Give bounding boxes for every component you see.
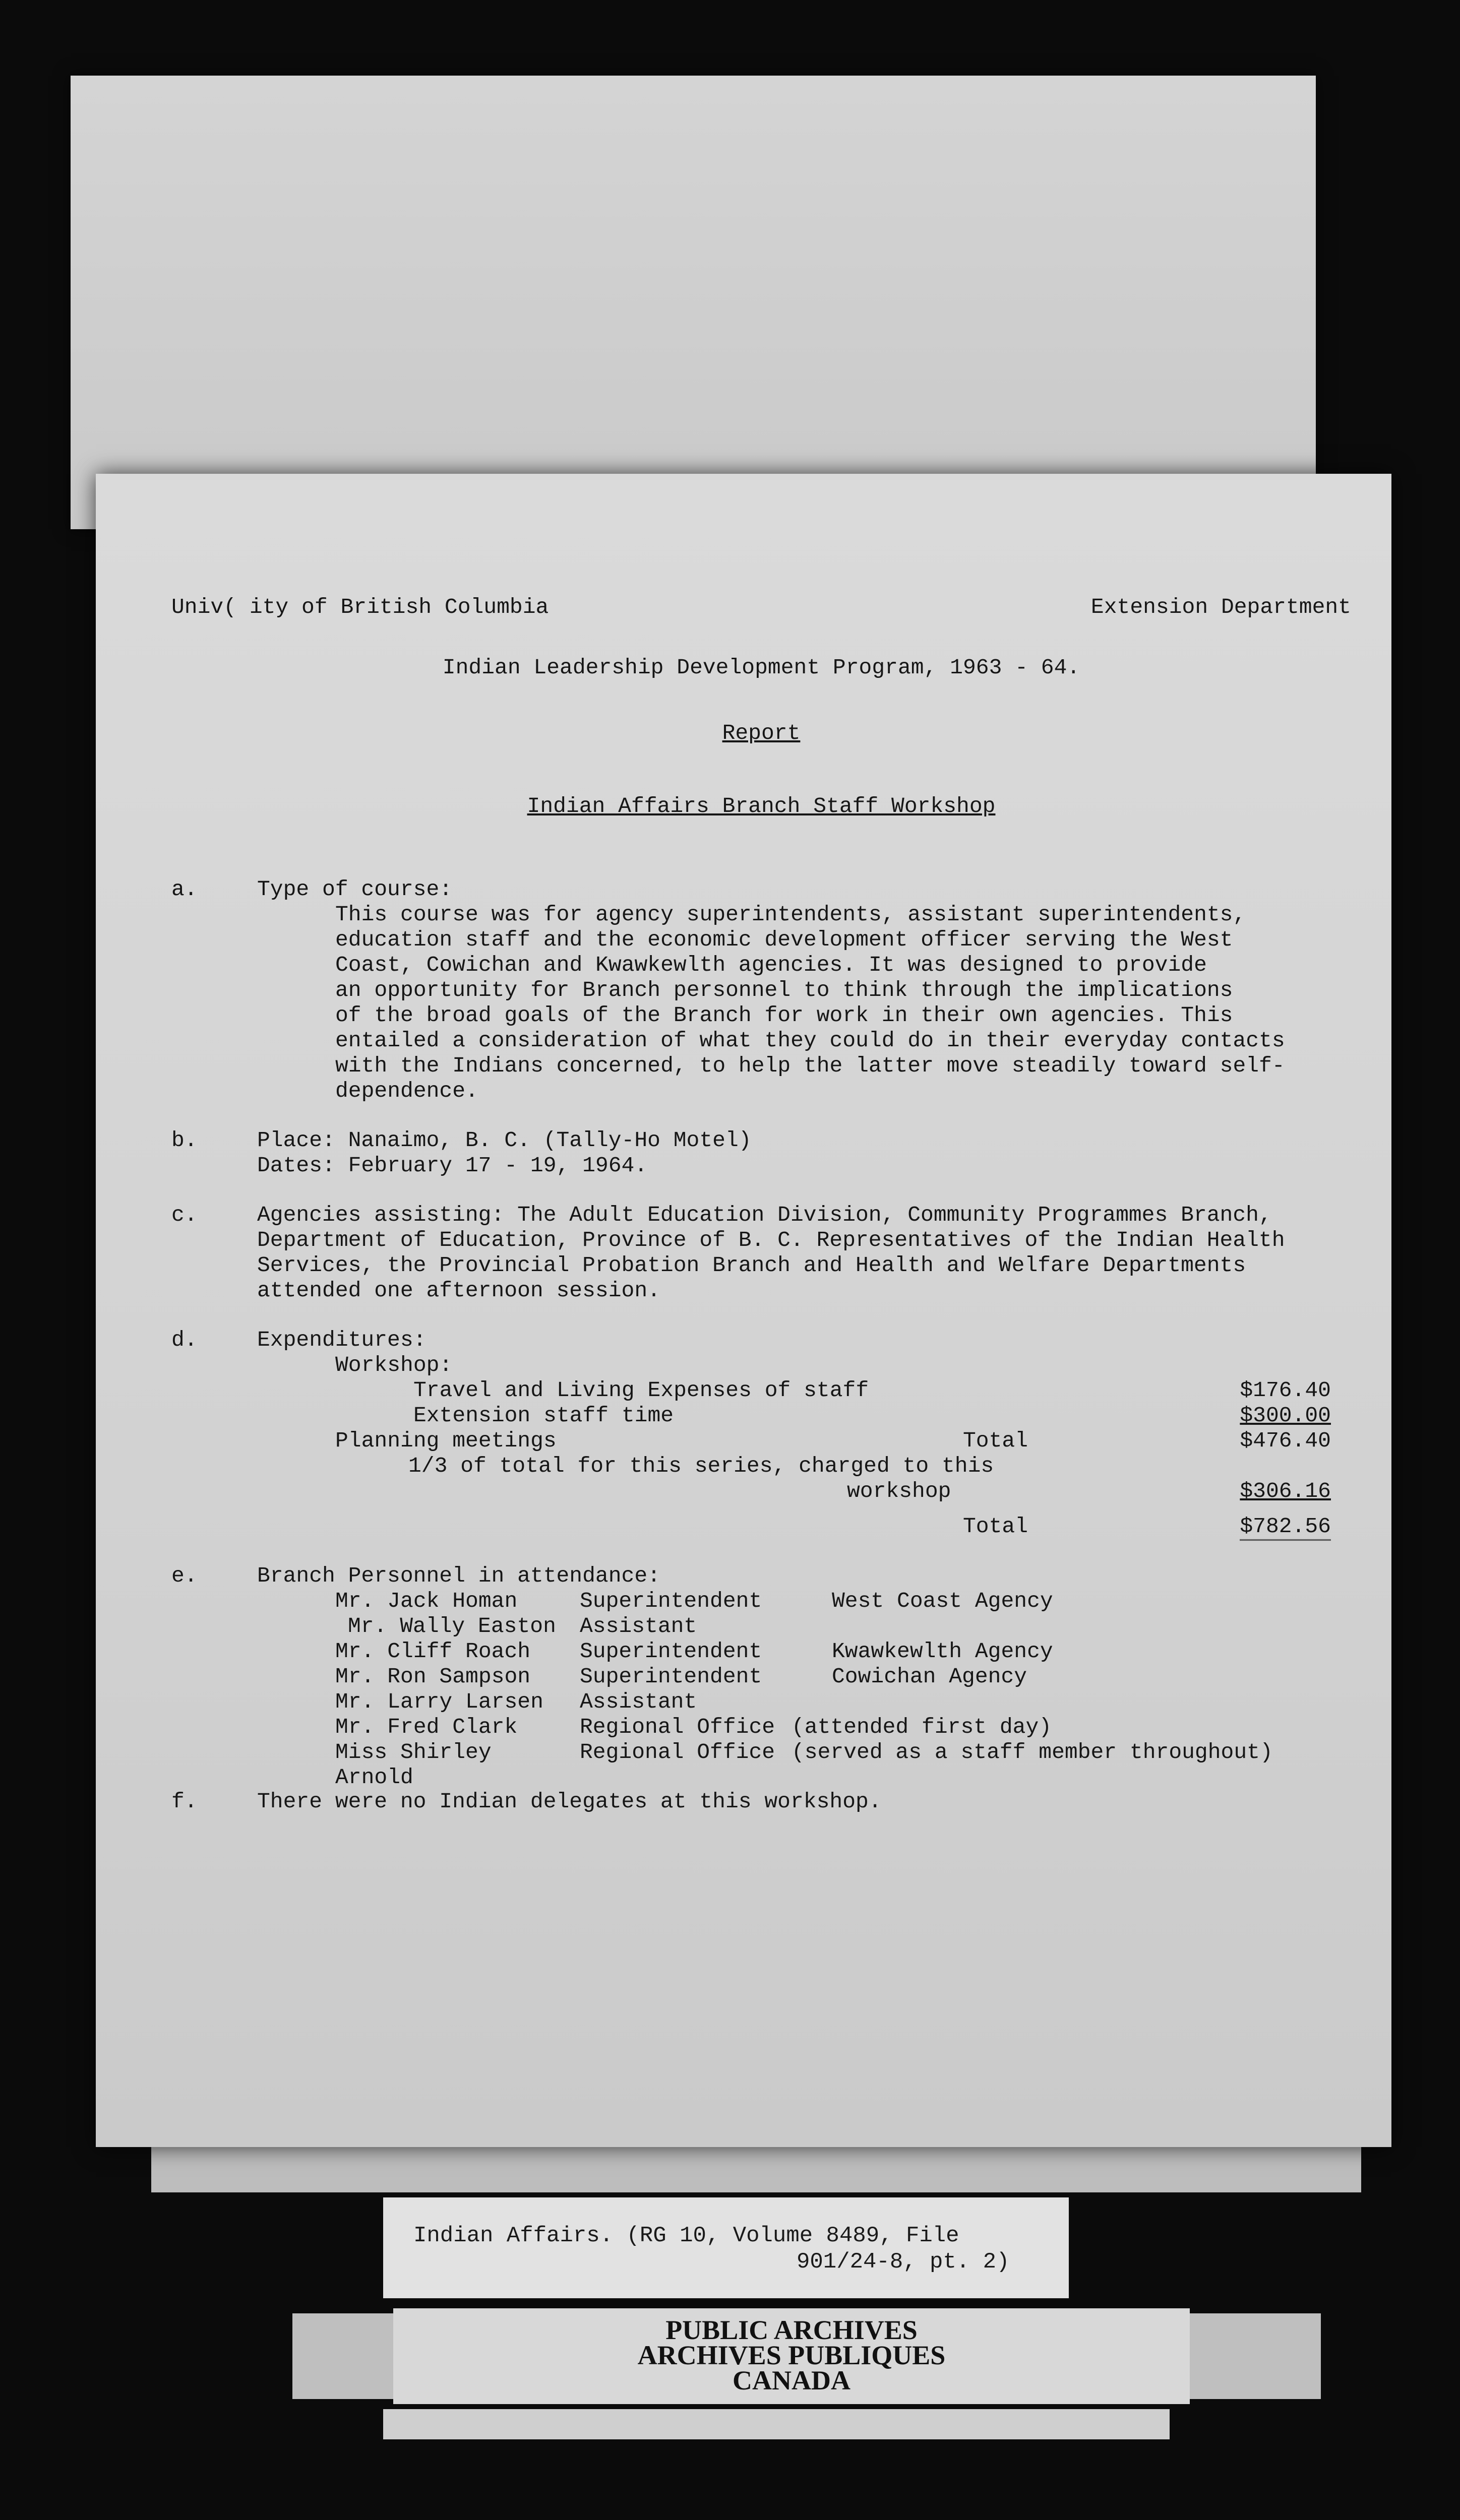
expense-row xyxy=(257,1378,1351,1403)
text-line: dependence. xyxy=(335,1079,478,1103)
section-letter: e. xyxy=(171,1563,198,1588)
back-page xyxy=(71,76,1316,529)
bottom-strip xyxy=(383,2409,1170,2439)
expense-label: 1/3 of total for this series, charged to this xyxy=(408,1454,994,1478)
section-b xyxy=(171,1128,1351,1178)
person-name: Mr. Cliff Roach xyxy=(335,1639,531,1664)
text-line: education staff and the economic development officer serving the West xyxy=(335,927,1233,952)
person-name: Miss Shirley Arnold xyxy=(335,1740,492,1790)
person-note: Cowichan Agency xyxy=(832,1664,1027,1689)
archive-reference-line: Indian Affairs. (RG 10, Volume 8489, File xyxy=(413,2223,959,2248)
expense-amount: $176.40 xyxy=(1240,1378,1331,1403)
person-name: Mr. Jack Homan xyxy=(335,1589,518,1613)
course-description xyxy=(257,902,1351,1104)
section-e xyxy=(171,1563,1351,1790)
section-title: Type of course: xyxy=(257,877,453,902)
department-name: Extension Department xyxy=(1090,595,1351,619)
stamp-line: CANADA xyxy=(733,2365,850,2396)
expense-row xyxy=(257,1479,1351,1504)
person-name: Mr. Larry Larsen xyxy=(335,1689,543,1714)
list-item xyxy=(257,1664,1351,1689)
expense-amount: $476.40 xyxy=(1240,1428,1331,1453)
section-letter: d. xyxy=(171,1328,198,1352)
person-role: Assistant xyxy=(580,1614,697,1639)
expense-label: workshop xyxy=(847,1479,951,1503)
list-item xyxy=(257,1740,1351,1790)
archive-reference-label xyxy=(383,2197,1069,2298)
public-archives-stamp xyxy=(393,2308,1190,2404)
text-line: Services, the Provincial Probation Branch and Health and Welfare Departments xyxy=(257,1253,1246,1278)
text-line: Agencies assisting: The Adult Education Division, Community Programmes Branch, xyxy=(257,1203,1272,1227)
text-line: an opportunity for Branch personnel to think through the implications xyxy=(335,978,1233,1002)
text-line: Department of Education, Province of B. C. Representatives of the Indian Health xyxy=(257,1228,1285,1252)
text-line: of the broad goals of the Branch for work in their own agencies. This xyxy=(335,1003,1233,1028)
person-note: West Coast Agency xyxy=(832,1589,1053,1613)
list-item xyxy=(257,1614,1351,1639)
list-item xyxy=(257,1639,1351,1664)
person-note: (attended first day) xyxy=(792,1715,1052,1739)
report-heading: Report xyxy=(722,721,801,745)
letterhead xyxy=(171,595,1351,620)
expense-row xyxy=(257,1428,1351,1454)
text-line: with the Indians concerned, to help the latter move steadily toward self- xyxy=(335,1053,1285,1078)
person-name: Mr. Fred Clark xyxy=(335,1715,518,1739)
list-item xyxy=(257,1589,1351,1614)
expenditures-table xyxy=(257,1328,1351,1539)
expense-label: Travel and Living Expenses of staff xyxy=(413,1378,869,1403)
section-f xyxy=(171,1789,1351,1814)
expense-label: Extension staff time xyxy=(413,1403,674,1428)
expense-row xyxy=(257,1403,1351,1428)
section-a xyxy=(171,877,1351,1104)
person-name: Mr. Wally Easton xyxy=(348,1614,556,1639)
text-line: entailed a consideration of what they could do in their everyday contacts xyxy=(335,1028,1285,1053)
text-line: attended one afternoon session. xyxy=(257,1278,660,1303)
section-title: Branch Personnel in attendance: xyxy=(257,1563,660,1588)
person-role: Superintendent xyxy=(580,1589,762,1613)
expense-label: Planning meetings xyxy=(335,1428,557,1453)
delegates-note: There were no Indian delegates at this workshop. xyxy=(257,1789,882,1814)
stamp-line: PUBLIC ARCHIVES xyxy=(665,2315,918,2345)
expense-amount: $306.16 xyxy=(1240,1479,1331,1503)
person-note xyxy=(832,1614,1351,1639)
list-item xyxy=(257,1689,1351,1715)
archive-reference-line: 901/24-8, pt. 2) xyxy=(797,2249,1010,2275)
section-letter: b. xyxy=(171,1128,198,1153)
text-line: Coast, Cowichan and Kwawkewlth agencies. It was designed to provide xyxy=(335,953,1207,977)
total-label: Total xyxy=(963,1514,1028,1539)
person-role: Regional Office xyxy=(580,1715,775,1739)
person-note: (served as a staff member throughout) xyxy=(792,1740,1273,1765)
person-note xyxy=(832,1689,1351,1715)
dates-line: Dates: February 17 - 19, 1964. xyxy=(257,1153,648,1178)
institution-name: Univ( ity of British Columbia xyxy=(171,595,549,619)
grand-total-amount: $782.56 xyxy=(1240,1514,1331,1541)
person-role: Superintendent xyxy=(580,1664,762,1689)
total-label: Total xyxy=(963,1428,1028,1453)
grand-total-row xyxy=(257,1514,1351,1539)
person-role: Regional Office xyxy=(580,1740,775,1765)
stamp-line: ARCHIVES PUBLIQUES xyxy=(637,2340,946,2370)
workshop-heading: Indian Affairs Branch Staff Workshop xyxy=(527,794,996,818)
person-role: Superintendent xyxy=(580,1639,762,1664)
expense-amount: $300.00 xyxy=(1240,1403,1331,1428)
section-letter: a. xyxy=(171,877,198,902)
expense-row xyxy=(257,1454,1351,1479)
workshop-label: Workshop: xyxy=(335,1353,453,1377)
program-title: Indian Leadership Development Program, 1963 - 64. xyxy=(442,655,1080,680)
section-letter: c. xyxy=(171,1203,198,1227)
person-role: Assistant xyxy=(580,1689,697,1714)
section-c xyxy=(171,1203,1351,1303)
text-line: This course was for agency superintendents, assistant superintendents, xyxy=(335,902,1246,927)
section-letter: f. xyxy=(171,1789,198,1814)
list-item xyxy=(257,1715,1351,1740)
person-name: Mr. Ron Sampson xyxy=(335,1664,531,1689)
personnel-list xyxy=(257,1563,1351,1790)
person-note: Kwawkewlth Agency xyxy=(832,1639,1053,1664)
place-line: Place: Nanaimo, B. C. (Tally-Ho Motel) xyxy=(257,1128,752,1153)
section-d xyxy=(171,1328,1351,1539)
section-title: Expenditures: xyxy=(257,1328,427,1352)
document-body xyxy=(171,595,1351,1839)
